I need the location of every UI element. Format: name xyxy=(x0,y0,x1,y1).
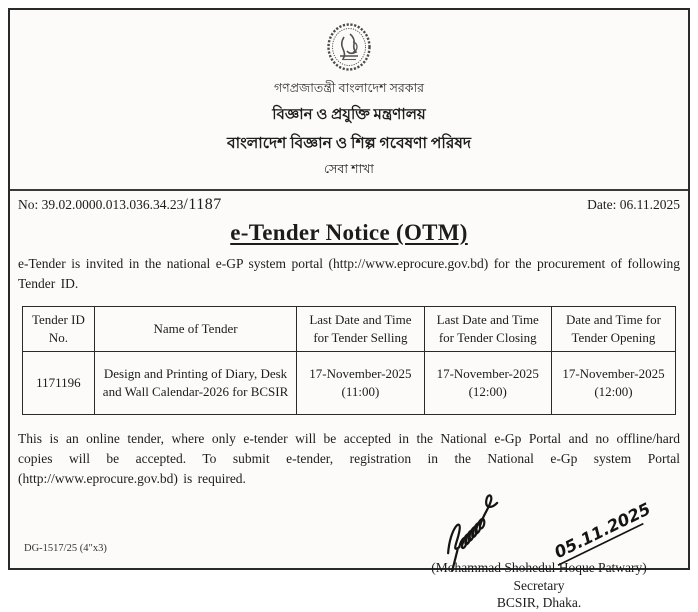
tender-schedule-table xyxy=(22,306,676,415)
column-header-selling: Last Date and Time for Tender Selling xyxy=(297,306,424,351)
print-reference-code: DG-1517/25 (4″x3) xyxy=(24,543,107,554)
handwritten-signature xyxy=(394,495,684,563)
cell-tender-id: 1171196 xyxy=(23,351,95,414)
cell-tender-name: Design and Printing of Diary, Desk and Wall Calendar-2026 for BCSIR xyxy=(94,351,296,414)
ministry-name-line: বিজ্ঞান ও প্রযুক্তি মন্ত্রণালয় xyxy=(272,107,426,123)
intro-paragraph: e-Tender is invited in the national e-GP system portal (http://www.eprocure.gov.bd) for the procurement of following Tender ID. xyxy=(18,256,680,292)
branch-name-line: সেবা শাখা xyxy=(324,162,374,176)
signatory-office: BCSIR, Dhaka. xyxy=(496,595,582,611)
reference-number-text: No: 39.02.0000.013.036.34.23 xyxy=(18,197,184,212)
column-header-opening: Date and Time for Tender Opening xyxy=(551,306,675,351)
document-header xyxy=(10,10,688,191)
reference-number xyxy=(18,196,222,214)
organization-name-line: বাংলাদেশ বিজ্ঞান ও শিল্প গবেষণা পরিষদ xyxy=(226,135,472,152)
notice-title: e-Tender Notice (OTM) xyxy=(230,220,468,245)
issue-date: Date: 06.11.2025 xyxy=(587,197,680,212)
column-header-tender-id: Tender ID No. xyxy=(23,306,95,351)
government-name-line: গণপ্রজাতন্ত্রী বাংলাদেশ সরকার xyxy=(273,81,425,95)
column-header-tender-name: Name of Tender xyxy=(94,306,296,351)
reference-date-row xyxy=(10,191,688,214)
online-tender-note: This is an online tender, where only e-tender will be accepted in the National e-Gp Portal and no offline/hard copies will be accepted. To submit e-tender, registration in the National e-Gp system Portal (http://www.eprocure.gov.bd) is required. xyxy=(18,430,680,486)
signatory-designation: Secretary xyxy=(513,577,565,593)
signature-date-text: 05.11.2025 xyxy=(551,499,654,563)
signatory-name: (Mohammad Shohedul Hoque Patwary) xyxy=(431,560,647,576)
reference-number-suffix: /1187 xyxy=(183,196,222,213)
table-row xyxy=(23,351,676,414)
bcsir-government-seal-icon xyxy=(326,22,372,72)
cell-opening-datetime: 17-November-2025 (12:00) xyxy=(551,351,675,414)
cell-closing-datetime: 17-November-2025 (12:00) xyxy=(424,351,551,414)
column-header-closing: Last Date and Time for Tender Closing xyxy=(424,306,551,351)
tender-notice-document xyxy=(8,8,690,611)
cell-selling-datetime: 17-November-2025 (11:00) xyxy=(297,351,424,414)
signature-block xyxy=(394,495,684,612)
table-header-row xyxy=(23,306,676,351)
